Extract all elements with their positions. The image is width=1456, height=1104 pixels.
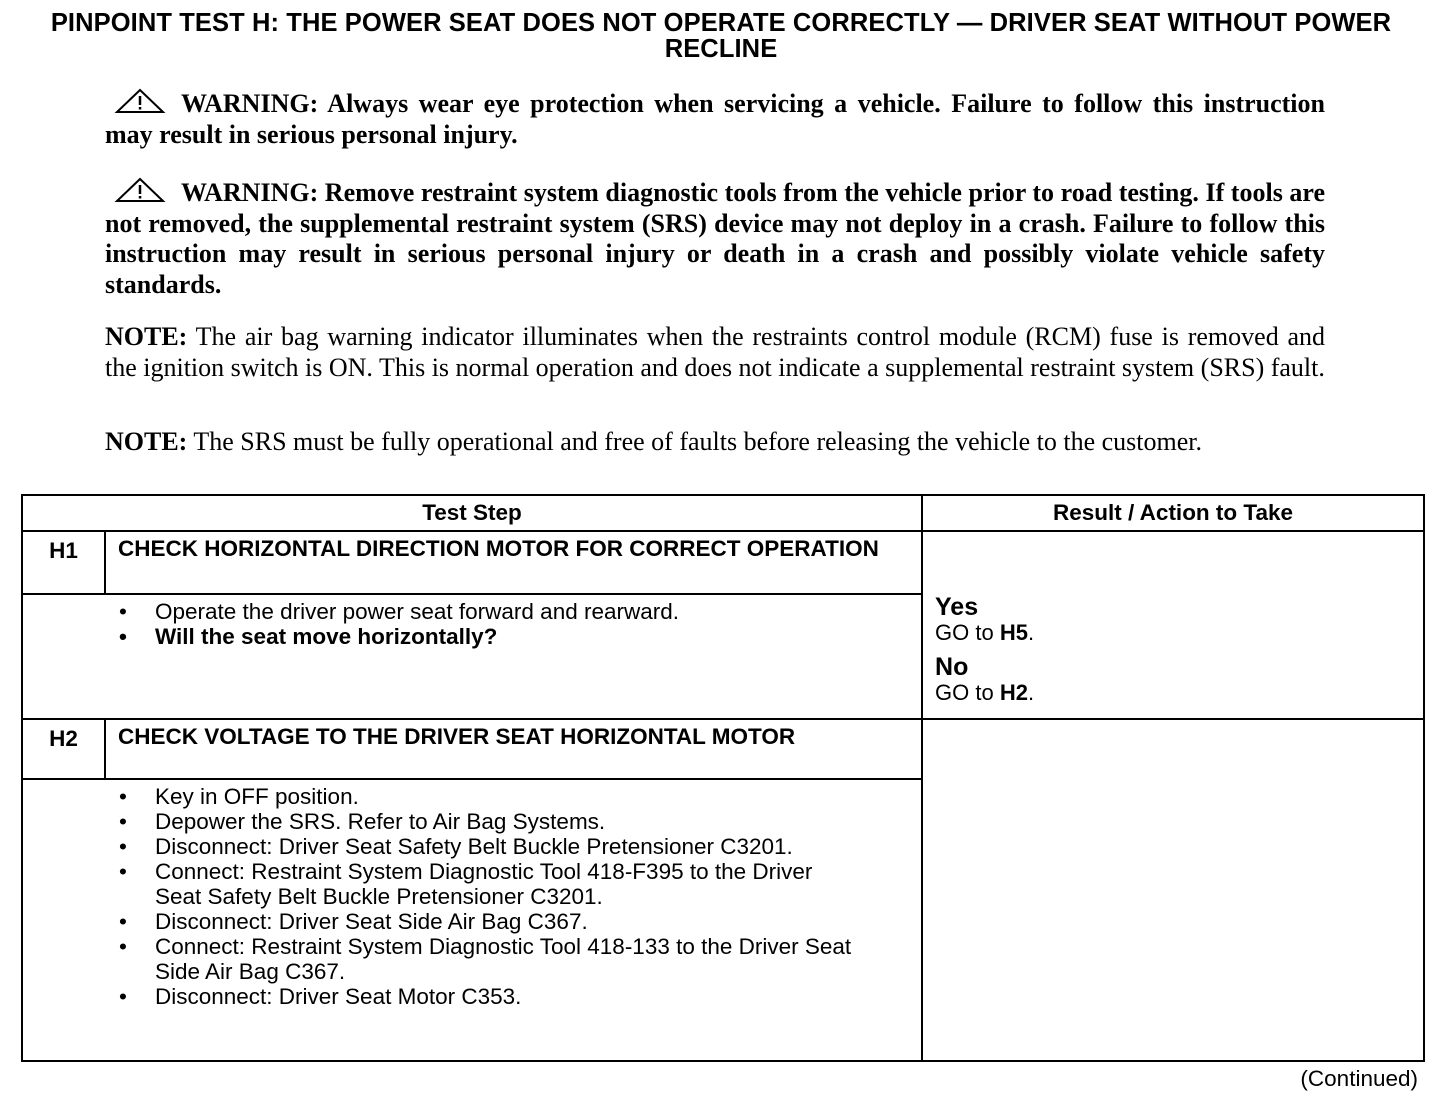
list-item: • Disconnect: Driver Seat Motor C353. (23, 984, 921, 1009)
note-text: The SRS must be fully operational and free of faults before releasing the vehicle to the customer. (187, 427, 1203, 456)
step-body (22, 594, 922, 719)
note-1 (105, 322, 1325, 383)
note-text: The air bag warning indicator illuminates when the restraints control module (RCM) fuse is removed and the ignition switch is ON. This is normal operation and does not indicate a supplemental restraint system (SRS) fault. (105, 322, 1325, 382)
list-item: • Disconnect: Driver Seat Safety Belt Buckle Pretensioner C3201. (23, 834, 921, 859)
result-yes-label: Yes (935, 593, 979, 621)
step-body (22, 779, 922, 1061)
warning-2 (105, 177, 1325, 300)
note-label: NOTE: (105, 322, 188, 351)
list-item: • Will the seat move horizontally? (23, 624, 921, 649)
list-item: • Depower the SRS. Refer to Air Bag Systems. (23, 809, 921, 834)
warning-triangle-icon (113, 88, 167, 114)
test-step-header: Test Step (22, 495, 922, 531)
list-item: • Connect: Restraint System Diagnostic Tool 418-F395 to the Driver Seat Safety Belt Buckle Pretensioner C3201. (23, 859, 921, 909)
warning-triangle-icon (113, 177, 167, 203)
note-label: NOTE: (105, 427, 188, 456)
list-item: • Key in OFF position. (23, 784, 921, 809)
page-title: PINPOINT TEST H: THE POWER SEAT DOES NOT OPERATE CORRECTLY — DRIVER SEAT WITHOUT POWER RECLINE (50, 9, 1392, 63)
step-id: H1 (22, 531, 105, 594)
step-heading: CHECK VOLTAGE TO THE DRIVER SEAT HORIZONTAL MOTOR (105, 719, 922, 779)
list-item: • Operate the driver power seat forward and rearward. (23, 599, 921, 624)
step-result (922, 531, 1424, 719)
result-action-header: Result / Action to Take (922, 495, 1424, 531)
step-result (922, 719, 1424, 1061)
list-item: • Disconnect: Driver Seat Side Air Bag C367. (23, 909, 921, 934)
continued-label: (Continued) (1300, 1066, 1418, 1091)
list-item: • Connect: Restraint System Diagnostic Tool 418-133 to the Driver Seat Side Air Bag C367. (23, 934, 921, 984)
result-yes-action: GO to H5. (935, 620, 1035, 645)
step-heading: CHECK HORIZONTAL DIRECTION MOTOR FOR CORRECT OPERATION (105, 531, 922, 594)
pinpoint-test-table (21, 494, 1425, 1062)
note-2 (105, 427, 1325, 458)
warning-1 (105, 88, 1325, 150)
warning-1-text: WARNING: Always wear eye protection when servicing a vehicle. Failure to follow this instruction may result in serious personal injury. (105, 89, 1325, 149)
result-no-action: GO to H2. (935, 680, 1035, 705)
step-id: H2 (22, 719, 105, 779)
result-no-label: No (935, 653, 969, 681)
warning-2-text: WARNING: Remove restraint system diagnostic tools from the vehicle prior to road testing. If tools are not removed, the supplemental restraint system (SRS) device may not deploy in a crash. Failure to follow this instruction may result in serious personal injury or death in a crash and possibly violate vehicle safety standards. (105, 178, 1325, 299)
